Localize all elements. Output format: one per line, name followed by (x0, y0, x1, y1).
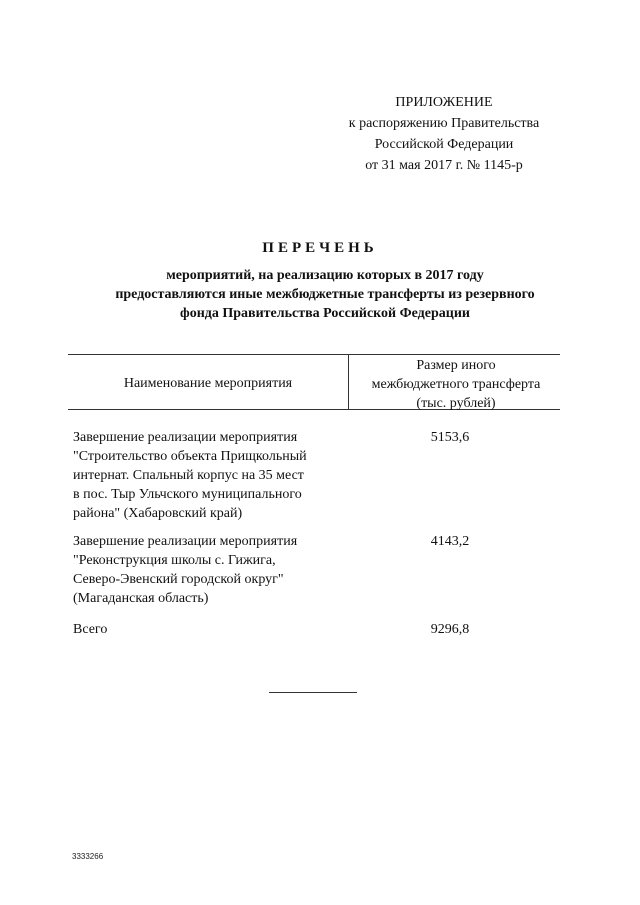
row-name-line: района" (Хабаровский край) (73, 506, 243, 521)
annex-line: Российской Федерации (374, 137, 514, 152)
document-code: 3333266 (72, 852, 104, 861)
row-name-line: Северо-Эвенский городской округ" (73, 572, 284, 587)
header-amount-line: межбюджетного трансферта (371, 377, 541, 392)
table-top-rule (68, 354, 560, 355)
row-name-line: "Строительство объекта Прищкольный (73, 449, 307, 464)
subtitle-line: фонда Правительства Российской Федерации (180, 306, 470, 321)
row-name-line: Завершение реализации мероприятия (73, 534, 298, 549)
table-column-divider (348, 354, 349, 409)
row-name-line: интернат. Спальный корпус на 35 мест (73, 468, 304, 483)
subtitle-line: мероприятий, на реализацию которых в 2017 году (166, 268, 484, 283)
total-amount: 9296,8 (430, 622, 470, 637)
table-row-amount: 4143,2 (430, 534, 470, 549)
annex-title: ПРИЛОЖЕНИЕ (395, 95, 493, 110)
column-header-amount (352, 356, 560, 413)
annex-date-number: от 31 мая 2017 г. № 1145-р (365, 158, 523, 173)
table-row-name (73, 428, 343, 523)
document-subtitle (110, 266, 540, 323)
table-row-name (73, 532, 343, 608)
column-header-name: Наименование мероприятия (123, 376, 293, 391)
row-name-line: Завершение реализации мероприятия (73, 430, 298, 445)
row-name-line: в пос. Тыр Ульчского муниципального (73, 487, 302, 502)
end-of-document-rule (269, 692, 357, 693)
annex-header (330, 92, 558, 176)
header-amount-line: Размер иного (416, 358, 496, 373)
header-amount-line: (тыс. рублей) (416, 396, 496, 411)
subtitle-line: предоставляются иные межбюджетные трансферты из резервного (115, 287, 535, 302)
document-title: ПЕРЕЧЕНЬ (262, 240, 378, 256)
row-name-line: (Магаданская область) (73, 591, 209, 606)
table-row-amount: 5153,6 (430, 430, 470, 445)
total-label: Всего (73, 622, 108, 637)
row-name-line: "Реконструкция школы с. Гижига, (73, 553, 276, 568)
annex-line: к распоряжению Правительства (348, 116, 540, 131)
